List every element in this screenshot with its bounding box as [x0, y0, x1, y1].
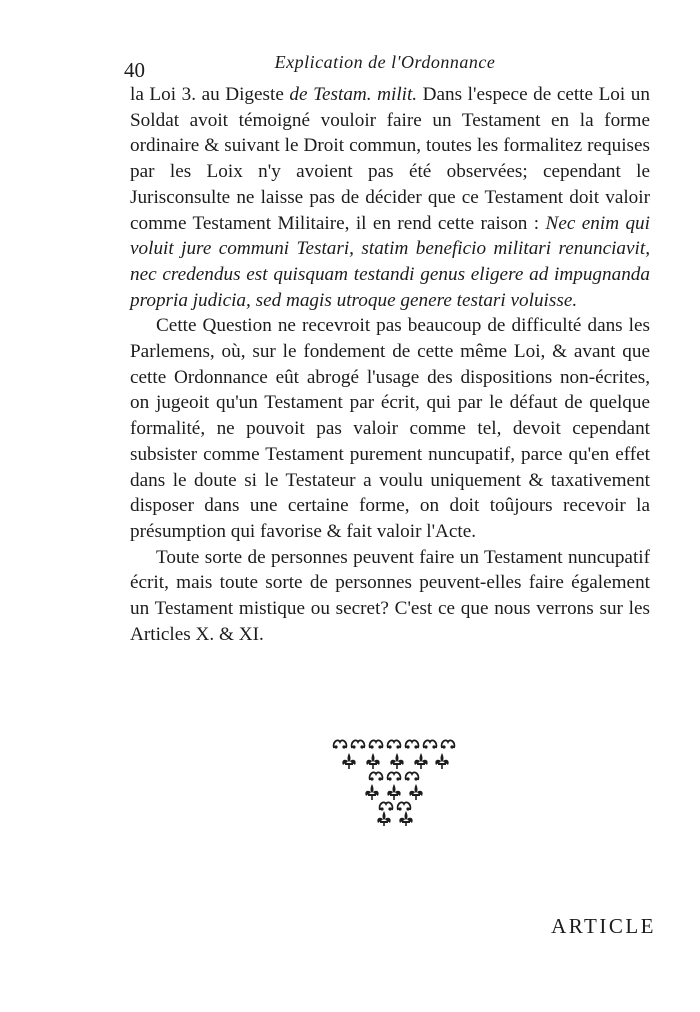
paragraph-1 — [130, 82, 650, 313]
citation-italic: de Testam. milit. — [289, 84, 418, 105]
paragraph-3: Toute sorte de personnes peuvent faire un Testament nuncupatif écrit, mais toute sorte de personnes peuvent-elles faire également un Testament mistique ou secret? C'est ce que nous verrons sur les Articles X. & XI. — [130, 546, 650, 645]
paragraph-2: Cette Question ne recevroit pas beaucoup de difficulté dans les Parlemens, où, sur le fondement de cette même Loi, & avant que cette Ordonnance eût abrogé l'usage des dispositions non-écrites, on jugeoit qu'un Testament par écrit, qui par le défaut de quelque formalité, ne pouvoit pas valoir comme tel, devoit cependant subsister comme Testament purement nuncupatif, parce qu'en effet dans le doute si le Testateur a voulu uniquement & taxativement disposer dans une certaine forme, on doit toûjours recevoir la présumption qui favorise & fait valoir l'Acte. — [130, 315, 650, 542]
running-head: Explication de l'Ordonnance — [274, 52, 496, 72]
paragraph-1-text-a: la Loi 3. au Digeste — [130, 84, 290, 105]
catchword: ARTICLE — [551, 914, 656, 938]
paragraph-1-text-b: Dans l'espece de cette Loi un Soldat avoit témoigné vouloir faire un Testament en la forme ordinaire & suivant le Droit commun, toutes les formalitez requises par les Loix n'y avoient pas été observées; cependant le Jurisconsulte ne laisse pas de décider que ce Testament doit valoir comme Testament Militaire, il en rend cette raison : — [130, 84, 650, 234]
latin-quotation: Nec enim qui voluit jure communi Testari, statim beneficio militari renunciavit, nec credendus est quisquam testandi genus eligere ad impugnanda propria judicia, sed magis utroque genere testari voluisse. — [130, 212, 650, 311]
page-number: 40 — [124, 58, 145, 82]
body-text — [130, 82, 650, 647]
fleuron-ornament-icon — [330, 736, 460, 826]
